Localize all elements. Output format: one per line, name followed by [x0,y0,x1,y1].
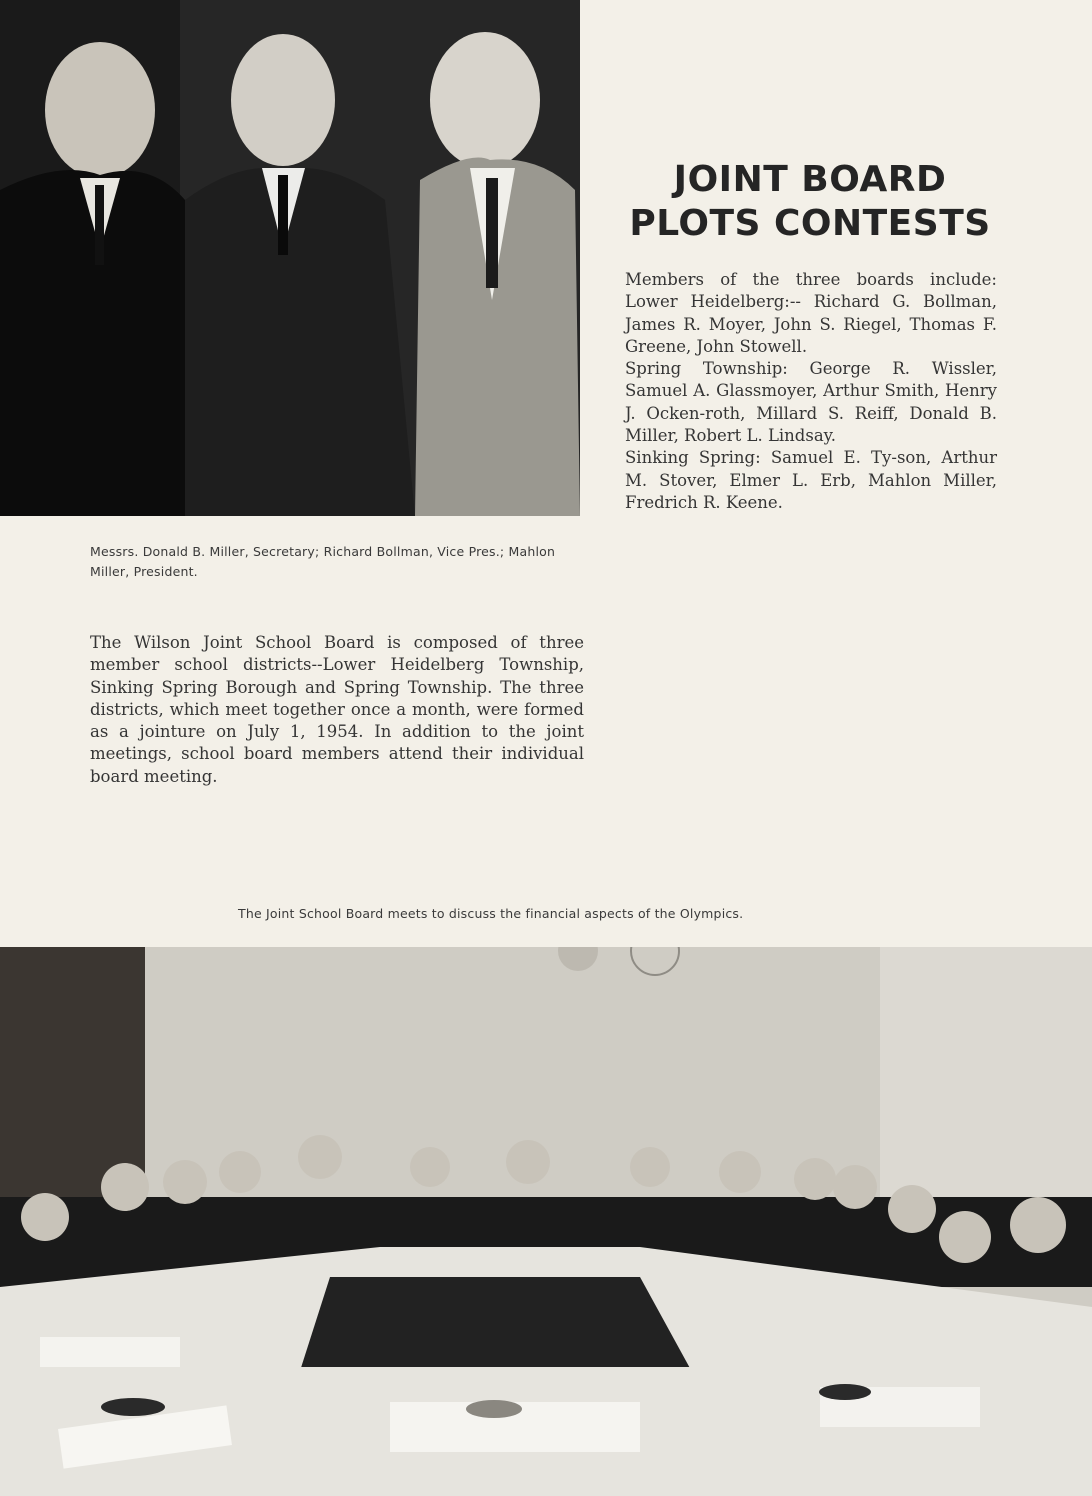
intro-paragraph: The Wilson Joint School Board is composed of three member school districts--Lower Heidelberg Township, Sinking Spring Borough and Spring Township. The three districts, which meet together once a month, were formed as a jointure on July 1, 1954. In addition to the joint meetings, school board members attend their individual board meeting. [90,633,584,786]
headline-line-1: JOINT BOARD [673,159,947,200]
portrait-caption: Messrs. Donald B. Miller, Secretary; Richard Bollman, Vice Pres.; Mahlon Miller, President. [90,544,556,579]
members-paragraph: Members of the three boards include: Lower Heidelberg:-- Richard G. Bollman, James R. Moyer, John S. Riegel, Thomas F. Greene, John Stowell. Spring Township: George R. Wissler, Samuel A. Glassmoyer, Arthur Smith, Henry J. Ocken-roth, Millard S. Reiff, Donald B. Miller, Robert L. Lindsay. Sinking Spring: Samuel E. Ty-son, Arthur M. Stover, Elmer L. Erb, Mahlon Miller, Fredrich R. Keene. [625,270,997,512]
headline-line-2: PLOTS CONTESTS [629,203,991,244]
page-headline [600,158,1020,246]
meeting-photo [0,947,1092,1496]
portrait-photo [0,0,580,516]
meeting-caption: The Joint School Board meets to discuss the financial aspects of the Olympics. [238,906,744,921]
